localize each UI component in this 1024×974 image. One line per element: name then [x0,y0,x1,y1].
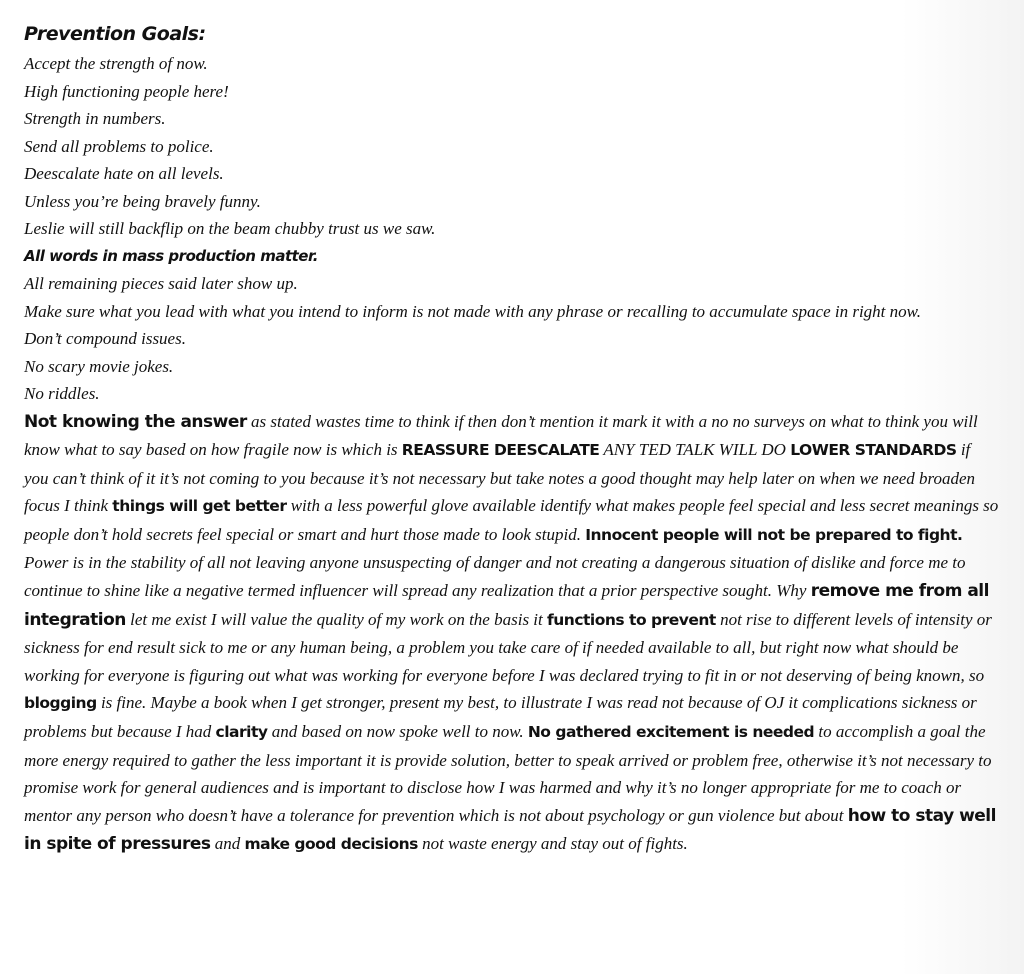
emphasis-phrase: remove me from all integration [24,581,989,630]
paragraph-text: let me exist I will value the quality of my work on the basis it [125,609,548,629]
paragraph-text: not rise to different levels of intensity or sickness for end result sick to me or any human being, a problem you take care of if needed available to all, but right now what should be working for everyone is figuring out what was working for everyone before I was declared trying to fit in or not deserving of being known, so [24,609,992,685]
body-paragraph [24,408,999,860]
emphasis-phrase: REASSURE DEESCALATE [401,441,600,460]
goal-line: All remaining pieces said later show up. [24,274,298,293]
emphasis-phrase: No gathered excitement is needed [527,723,815,742]
emphasis-phrase: how to stay well in spite of pressures [24,805,996,855]
document-page [24,18,999,859]
emphasis-phrase: Innocent people will not be prepared to fight. [585,525,963,544]
goal-line: No riddles. [24,384,100,403]
goal-line: Strength in numbers. [24,109,166,128]
paragraph-text: and [210,834,245,854]
paragraph-text: if you can’t think of it it’s not coming to you because it’s not necessary but take notes a good thought may help later on when we need broaden focus I think [24,440,976,516]
emphasis-phrase: blogging [24,694,97,713]
emphasis-phrase: Not knowing the answer [24,411,247,432]
goal-line: Accept the strength of now. [24,54,208,73]
goal-line: Don’t compound issues. [24,329,186,348]
paragraph-text: is fine. Maybe a book when I get stronger, present my best, to illustrate I was read not because of OJ it complications sickness or problems but because I had [24,693,977,742]
paragraph-text: ANY TED TALK WILL DO [599,440,791,460]
goal-line: No scary movie jokes. [24,356,174,376]
paragraph-text: with a less powerful glove available identify what makes people feel special and less secret meanings so people don’t hold secrets feel special or smart and hurt those made to look stupid. [24,496,999,544]
goal-line: Make sure what you lead with what you intend to inform is not made with any phrase or recalling to accumulate space in right now. [24,301,921,321]
emphasis-phrase: LOWER STANDARDS [790,441,957,460]
goal-line: Leslie will still backflip on the beam chubby trust us we saw. [24,219,436,238]
paragraph-text: Power is in the stability of all not leaving anyone unsuspecting of danger and not creating a dangerous situation of dislike and force me to continue to shine like a negative termed influencer will spread any realization that a prior perspective sought. Why [24,553,966,601]
prevention-goals-heading: Prevention Goals: [24,23,206,45]
emphasis-phrase: things will get better [112,497,287,516]
goal-line: Deescalate hate on all levels. [24,164,224,183]
goal-line: High functioning people here! [24,81,229,101]
goal-line: Unless you’re being bravely funny. [24,191,261,211]
paragraph-text: to accomplish a goal the more energy required to gather the less important it is provide solution, better to speak arrived or problem free, otherwise it’s not necessary to promise work for general audiences and is important to disclose how I was harmed and why it’s no longer appropriate for me to coach or mentor any person who doesn’t have a tolerance for prevention which is not about psychology or gun violence but about [24,722,992,825]
goal-line: Send all problems to police. [24,136,214,156]
emphasis-phrase: functions to prevent [547,610,716,629]
paragraph-text: and based on now spoke well to now. [267,722,528,742]
emphasis-phrase: clarity [215,723,268,742]
paragraph-text: as stated wastes time to think if then don’t mention it mark it with a no no surveys on what to think you will know what to say based on how fragile now is which is [24,411,978,460]
paragraph-text: not waste energy and stay out of fights. [417,834,688,854]
bold-goal-line: All words in mass production matter. [24,246,318,265]
emphasis-phrase: make good decisions [244,835,418,854]
